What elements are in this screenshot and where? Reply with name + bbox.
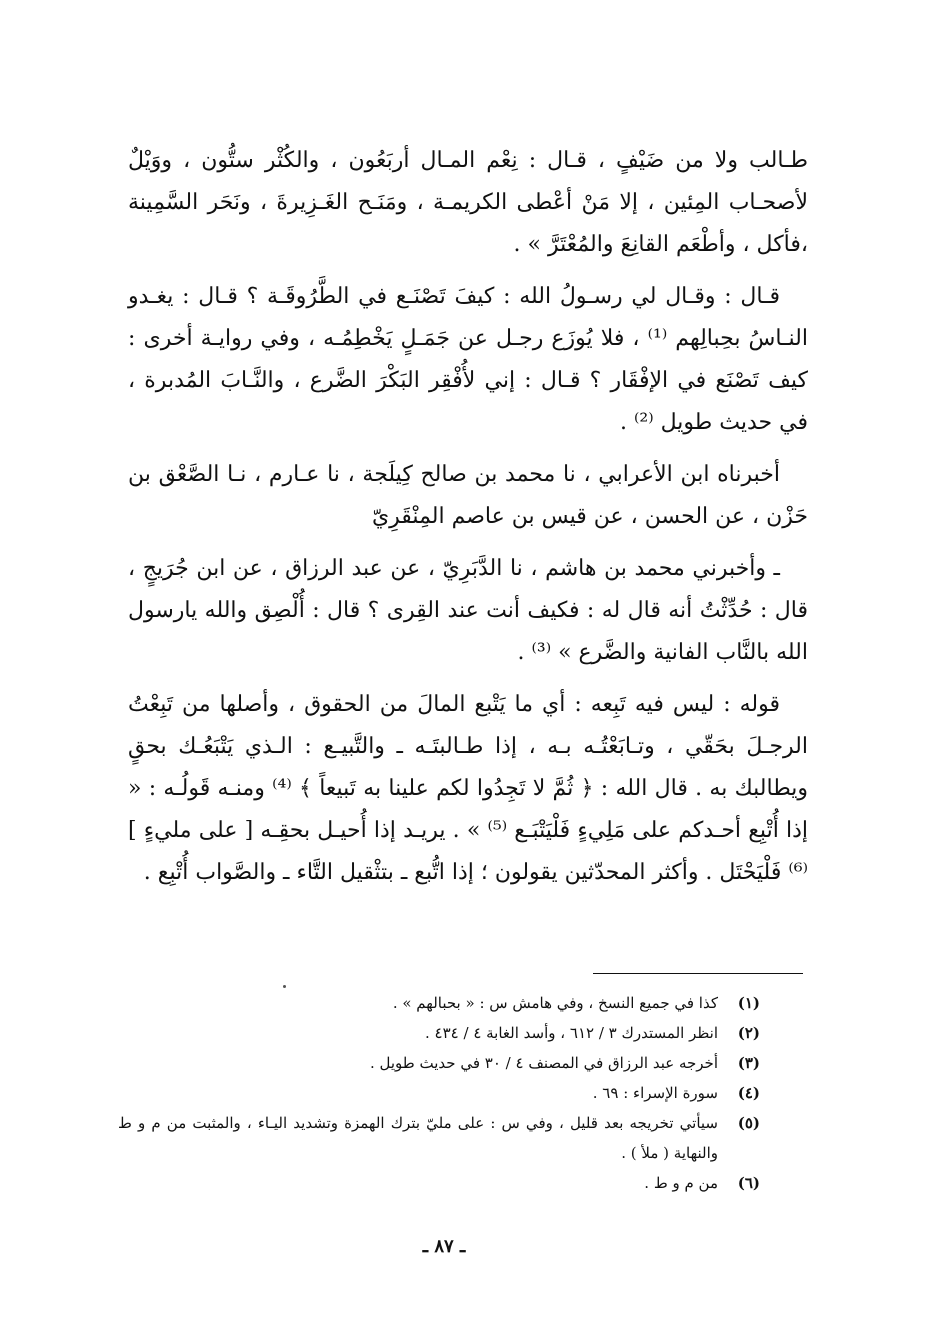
footnote-text: من م و ط . — [644, 1174, 718, 1192]
footnote-text: أخرجه عبد الرزاق في المصنف ٤ / ٣٠ في حديث طويل . — [369, 1054, 718, 1072]
paragraph-3: أخبرناه ابن الأعرابي ، نا محمد بن صالح كِيلَجة ، نا عـارم ، نـا الصَّعْق بن حَزْن ، عن الحسن ، عن قيس بن عاصم المِنْقَرِيّ — [128, 462, 808, 529]
footnote-3 — [118, 1048, 760, 1078]
footnote-number: (٤) — [737, 1084, 760, 1102]
main-text-block — [128, 140, 808, 904]
footnote-6 — [118, 1168, 760, 1198]
paragraph-5: قوله : ليس فيه تَبِعه : أي ما يَتْبع المالَ من الحقوق ، وأصلها من تَبِعْتُ الرجـلَ بحَقّي ، وتـابَعْتُـه بـه ، إذا طـالبتَـه ـ والتَّبيـع : الـذي يَتْبَعُـك بحقٍ ويطالبك به . قال الله : ﴿ ثُمَّ لا تَجِدُوا لكم علينا به تَبيعاً ﴾ ⁽⁴⁾ ومنـه قَولُـه : « إذا أُتْبِع أحـدكم على مَلِيءٍ فَلْيَتْبَـع ⁽⁵⁾ » . يريـد إذا أُحيـل بحقِـه [ على مليءٍ ] ⁽⁶⁾ فَلْيَحْتَل . وأكثر المحدّثين يقولون ؛ إذا اتُّبع ـ بتثْقيل التَّاء ـ والصَّواب أُتْبِع . — [128, 692, 809, 885]
footnote-text: كذا في جميع النسخ ، وفي هامش س : « بحبالهم » . — [392, 994, 718, 1012]
scan-speck — [283, 985, 286, 988]
footnote-text: انظر المستدرك ٣ / ٦١٢ ، وأسد الغابة ٤ / ٤٣٤ . — [425, 1024, 718, 1042]
paragraph-4: ـ وأخبرني محمد بن هاشم ، نا الدَّبَرِيّ ، عن عبد الرزاق ، عن ابن جُرَيجٍ ، قال : حُدِّثْتُ أنه قال له : فكيف أنت عند القِرى ؟ قال : أُلْصِق والله يارسول الله بالنَّاب الفانية والضَّرع » ⁽³⁾ . — [128, 556, 808, 665]
footnotes-block — [118, 988, 760, 1198]
page-number: ـ ٨٧ ـ — [422, 1236, 466, 1257]
footnote-number: (٣) — [737, 1054, 760, 1072]
footnote-number: (٥) — [737, 1114, 760, 1132]
footnote-text: سورة الإسراء : ٦٩ . — [592, 1084, 718, 1102]
footnote-4 — [118, 1078, 760, 1108]
footnote-2 — [118, 1018, 760, 1048]
footnote-5 — [118, 1108, 760, 1168]
footnote-separator — [593, 973, 803, 974]
footnote-1 — [118, 988, 760, 1018]
footnote-text: سيأتي تخريجه بعد قليل ، وفي س : على مليّ بترك الهمزة وتشديد اليـاء ، والمثبت من م و ط والنهاية ( ملأ ) . — [118, 1114, 718, 1162]
paragraph-2: قـال : وقـال لي رسـولُ الله : كيفَ تَصْنَـع في الطَّرُوقَـة ؟ قـال : يغـدو النـاسُ بحِبالِهم ⁽¹⁾ ، فلا يُوزَع رجـل عن جَمَـلٍ يَخْطِمُـه ، وفي روايـة أخرى : كيف تَصْنَع في الإفْقَار ؟ قـال : إني لأُفْقِر البَكْرَ الضَّرع ، والنَّـابَ المُدبرة ، في حديث طويل ⁽²⁾ . — [128, 284, 808, 435]
paragraph-1: طـالب ولا من ضَيْفٍ ، قـال : نِعْم المـال أربَعُون ، والكُثْر ستُّون ، ووَيْلٌ لأصحـاب المِئين ، إلا مَنْ أعْطى الكريمـة ، ومَنَـح الغَـزِيرةَ ، ونَحَر السَّمِينة ،فأكل ، وأطْعَم القانِعَ والمُعْتَرَّ » . — [128, 148, 808, 257]
footnote-number: (١) — [737, 994, 760, 1012]
footnote-number: (٦) — [737, 1174, 760, 1192]
footnote-number: (٢) — [737, 1024, 760, 1042]
